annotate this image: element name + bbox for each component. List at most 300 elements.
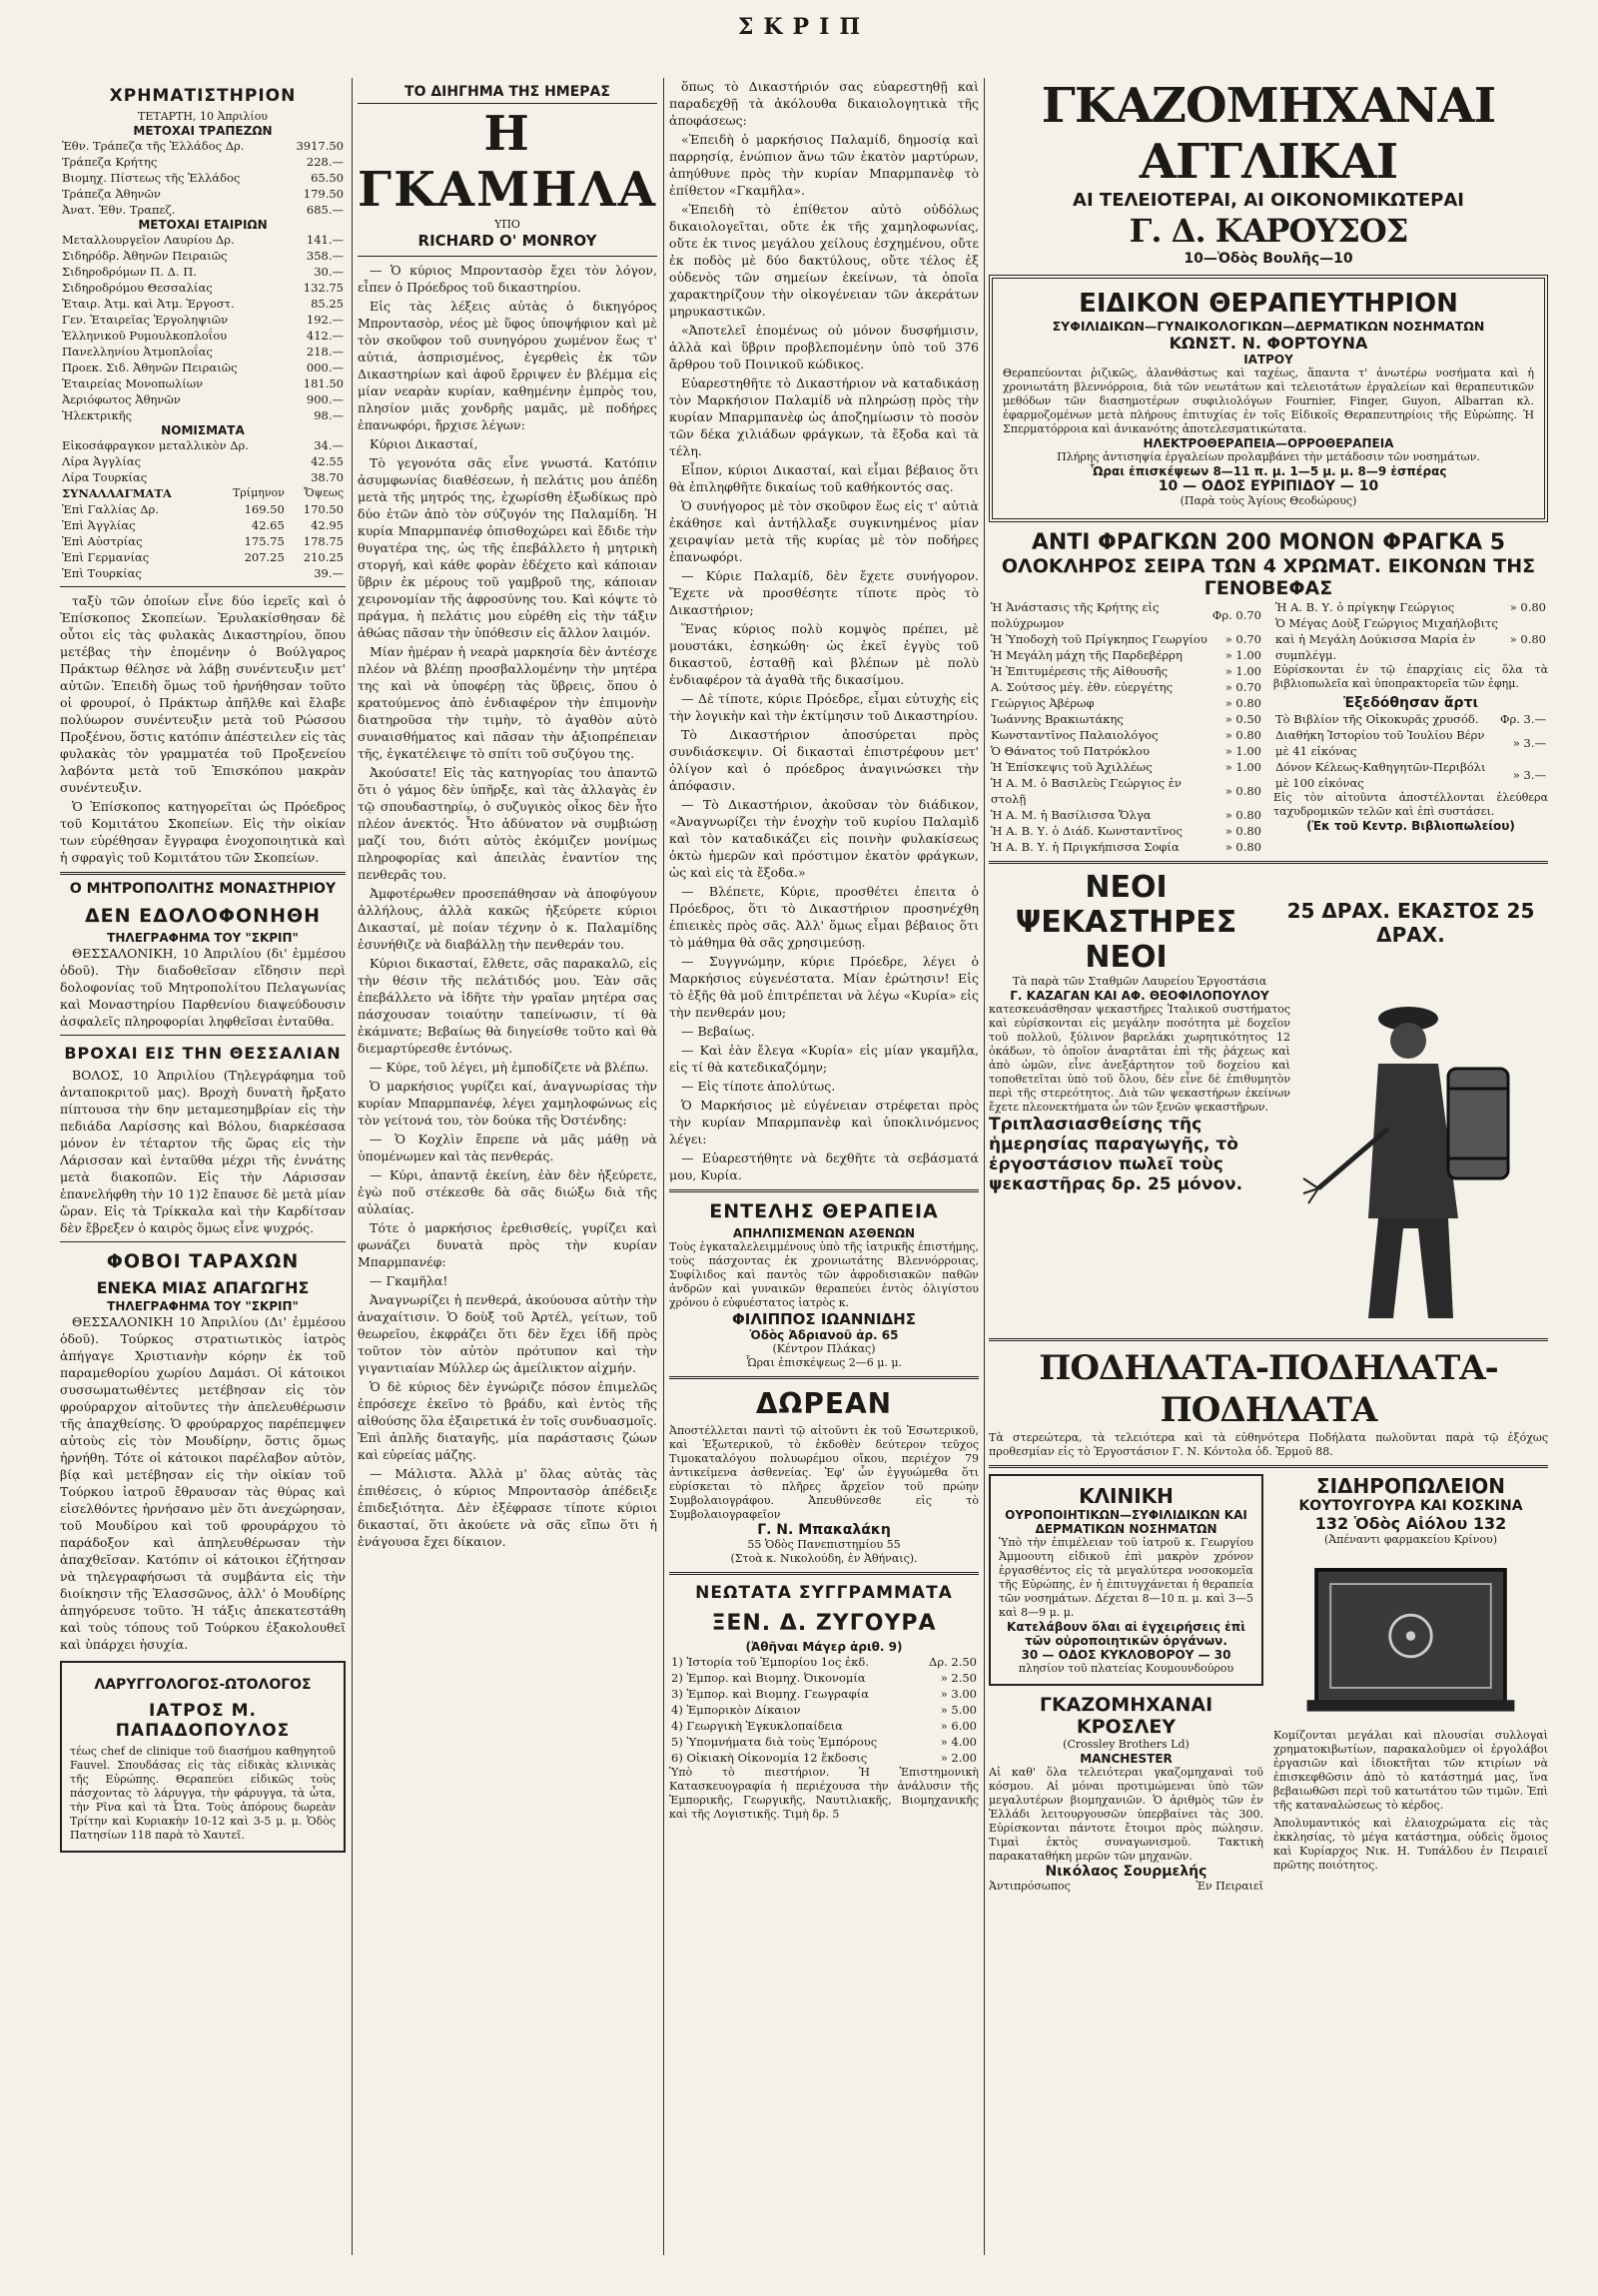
section-title: ΤΟ ΔΙΗΓΗΜΑ ΤΗΣ ΗΜΕΡΑΣ [358,84,657,104]
row-value: 38.70 [311,470,344,484]
row-label: Ἑταιρ. Ἀτμ. καὶ Ἀτμ. Ἐργοστ. [62,297,235,311]
ad-text: Τὰ στερεώτερα, τὰ τελειότερα καὶ τὰ εὐθηνότερα Ποδήλατα πωλοῦνται παρὰ τῷ ἐξόχως προθεσμίαν εἰς τὸ Ἐργοστάσιον Γ. Ν. Κόντολα ὁδ. Ἐρμοῦ 88. [989,1431,1548,1458]
row-value: 169.50 [244,502,285,516]
ad-subtitle: ΟΥΡΟΠΟΙΗΤΙΚΩΝ—ΣΥΦΙΛΙΔΙΚΩΝ ΚΑΙ ΔΕΡΜΑΤΙΚΩΝ ΝΟΣΗΜΑΤΩΝ [1005,1508,1247,1536]
table-row [989,599,1263,631]
row-label: Γεν. Ἑταιρεῖας Ἐργοληψιῶν [62,313,229,327]
ad-text: Ὑπὸ τὴν ἐπιμέλειαν τοῦ ἰατροῦ κ. Γεωργίου Ἀμμοουτη εἰδικοῦ ἐπὶ μακρὸν χρόνον ἐργασθέντος εἰς τὰ μεγαλύτερα νοσοκομεῖα τῆς Εὐρώπης, ἐν ἡ ἐπιτυγχάνεται ἡ θεραπεία τῶν νοσημάτων. Δέχεται 8—10 π. μ. καὶ 3—5 καὶ 8—9 μ. μ. [999,1536,1253,1619]
row-label: Ἡ Ἀνάστασις τῆς Κρήτης εἰς πολύχρωμον [991,600,1160,630]
fx-table [60,485,346,581]
paragraph: — Κύριε Παλαμίδ, δὲν ἔχετε συνήγορον. Ἔχετε νὰ προσθέσητε τίποτε πρὸς τὸ Δικαστήριον; [669,568,979,617]
row-value: Φρ. 0.70 [1211,608,1261,622]
row-label: Τράπεζα Κρήτης [62,155,158,169]
row-label: Ἰωάννης Βρακιωτάκης [991,712,1124,726]
headline: ΔΕΝ ΕΔΟΛΟΦΟΝΗΘΗ [84,905,322,927]
row-value: » 2.50 [940,1671,977,1685]
row-value: 900.— [306,392,344,406]
clinic-ad [989,275,1548,522]
ad-place: Ἐν Πειραιεῖ [1196,1880,1263,1893]
row-value: » 1.00 [1224,648,1261,662]
column-rule [663,78,664,2255]
table-row [989,663,1263,679]
row-value: 178.75 [303,534,344,548]
row-value: » 1.00 [1224,744,1261,758]
paragraph: Ὁ Μαρκήσιος μὲ εὐγένειαν στρέφεται πρὸς τὴν κυρίαν Μπαρμπανὲφ καὶ ὑποκλινόμενος λέγει: [669,1098,979,1147]
table-row [669,1734,979,1750]
row-value: 218.— [306,345,344,359]
story-by: ΥΠΟ [494,218,520,231]
row-value: » 0.80 [1509,600,1546,614]
ad-title: ΑΝΤΙ ΦΡΑΓΚΩΝ 200 ΜΟΝΟΝ ΦΡΑΓΚΑ 5 [1031,530,1506,555]
table-row [60,344,346,360]
paragraph: — Ὁ Κοχλὶν ἔπρεπε νὰ μᾶς μάθῃ νὰ ὑπομένωμεν καὶ τὰς πενθεράς. [358,1132,657,1163]
paragraph: — Γκαμῆλα! [370,1273,448,1288]
newspaper-page [60,14,1548,2255]
paragraph: Κύριοι δικασταί, ἔλθετε, σᾶς παρακαλῶ, εἰς τὴν θέσιν τῆς πελάτιδός μου. Ἐὰν σᾶς ἐπεβάλλετο νὰ ἰδῆτε τὴν γραῖαν μητέρα σας πάσχουσαν τοιαύτην ταπείνωσιν, τί θὰ ἐκάμνατε; Βεβαίως θὰ διηγείσθε τοῦτο καὶ θὰ διεμαρτύρεσθε ἐντόνως. [358,956,657,1056]
row-value: » 3.— [1512,736,1546,750]
ad-address: 30 — ΟΔΟΣ ΚΥΚΛΟΒΟΡΟΥ — 30 [1021,1648,1231,1662]
paragraph: Μίαν ἡμέραν ἡ νεαρὰ μαρκησία δὲν ἀντέσχε πλέον νὰ βλέπῃ προσβαλλομένην τὴν μητέρα της καὶ νὰ ὑποφέρῃ τὰς ὕβρεις, ὅπου ὁ κρατούμενος ἀπὸ ἐνδιαφέρον τὴν ἐπιμονὴν διατηροῦσα τὴν τιμὴν, τὸ ἀγαθὸν αὐτὸ συναισθήματος καὶ πᾶσαν τὴν ἀξιοπρέπειαν τῆς, ἐγκατέλειψε τὸ σπίτι τοῦ συζύγου της. [358,644,657,761]
clinic-ad [989,1474,1263,1686]
ad-hours: Ὧραι ἐπισκέψεων 8—11 π. μ. 1—5 μ. μ. 8—9 ἑσπέρας [1090,464,1447,478]
table-row [60,391,346,407]
row-label: Ἡ Α. Μ. ὁ Βασιλεὺς Γεώργιος ἐν στολῇ [991,776,1182,806]
table-row [1273,759,1548,791]
table-row [669,1670,979,1686]
row-value: » 2.00 [940,1751,977,1765]
row-label: Ἡ Ὑποδοχὴ τοῦ Πρίγκηπος Γεωργίου [991,632,1207,646]
ad-name: Νικόλαος Σουρμελής [1045,1864,1207,1880]
paragraph: Κύριοι Δικασταί, [370,436,478,451]
fx-header: Ὄψεως [304,486,344,499]
paragraph: Ἀμφοτέρωθεν προσεπάθησαν νὰ ἀποφύγουν ἀλλήλους, ἀλλὰ κακῶς ἠξεύρετε κύριοι Δικασταί, μὲ ποίαν τέχνην ὁ κ. Παλαμίδης ἐσυνήθιζε νὰ διαβάλλῃ τὴν πενθεράν του. [358,886,657,952]
row-value: 39.— [314,566,344,580]
paragraph: — Τὸ Δικαστήριον, ἀκοῦσαν τὸν διάδικον, «Ἀναγνωρίζει τὴν ἐνοχὴν τοῦ κυρίου Παλαμὶδ καὶ τὸν καταδικάζει εἰς ποινὴν φυλακίσεως ὀκτὼ ἡμερῶν καὶ πρόστιμον ἑκατὸν φράγκων, ὡς καὶ εἰς τὰ ἔξοδα.» [669,797,979,880]
ad-title: ΛΑΡΥΓΓΟΛΟΓΟΣ-ΩΤΟΛΟΓΟΣ [94,1677,312,1693]
row-label: Σιδηρόδρ. Ἀθηνῶν Πειραιῶς [62,249,228,263]
row-label: Λίρα Τουρκίας [62,470,148,484]
row-value: 210.25 [303,550,344,564]
table-row [60,170,346,186]
ad-subtitle: ΟΛΟΚΛΗΡΟΣ ΣΕΙΡΑ ΤΩΝ 4 ΧΡΩΜΑΤ. ΕΙΚΟΝΩΝ ΤΗΣ ΓΕΝΟΒΕΦΑΣ [1001,555,1536,599]
row-label: Κωνσταντῖνος Παλαιολόγος [991,728,1159,742]
table-row [60,280,346,296]
ad-subtitle: (Crossley Brothers Ld) [1063,1738,1190,1751]
row-value: » 1.00 [1224,664,1261,678]
row-label: Τὸ Βιβλίον τῆς Οἰκοκυρᾶς χρυσόδ. [1275,712,1479,726]
paragraph: — Ὁ κύριος Μπροντασὸρ ἔχει τὸν λόγον, εἶπεν ὁ Πρόεδρος τοῦ δικαστηρίου. [358,263,657,295]
banks-table [60,138,346,218]
row-label: Ἡ Α. Β. Υ. ὁ πρίγκηψ Γεώργιος [1275,600,1455,614]
row-value: » 0.80 [1224,840,1261,854]
row-label: Ἡ Α. Μ. ἡ Βασίλισσα Ὄλγα [991,808,1152,822]
row-label: Ἐπὶ Γαλλίας Δρ. [62,502,159,516]
row-label: Ἐπὶ Γερμανίας [62,550,150,564]
ad-city: MANCHESTER [1080,1752,1173,1766]
row-label: Βιομηχ. Πίστεως τῆς Ἑλλάδος [62,171,241,185]
table-row [989,695,1263,711]
ad-name: ΚΩΝΣΤ. Ν. ΦΟΡΤΟΥΝΑ [1169,334,1368,353]
table-row [1273,599,1548,615]
coins-table [60,437,346,485]
row-value: » 4.00 [940,1735,977,1749]
row-value: 170.50 [303,502,344,516]
row-value: » 3.— [1512,768,1546,782]
ad-text: Ἀποστέλλεται παντὶ τῷ αἰτοῦντι ἐκ τοῦ Ἐσωτερικοῦ, καὶ Ἐξωτερικοῦ, τὸ ἐκδοθὲν δεύτερον τεῦχος Τιμοκαταλόγου πολυωρέμου οἴκου, περιέχον 79 ἀντικείμενα ἀσθενείας. Ἐφ' ὧν ἐγγυώμεθα ὅτι εὑρίσκεται τὸ πλῆρες ἄρχεῖον τοῦ πρώην Συμβολαιογράφου. Ἀπευθύνεσθε εἰς τὸ Συμβολαιογραφεῖον [669,1424,979,1521]
table-row [989,679,1263,695]
row-value: 358.— [306,249,344,263]
ad-text: Τοὺς ἐγκαταλελειμμένους ὑπὸ τῆς ἰατρικῆς ἐπιστήμης, τοὺς πάσχοντας ἐκ χρονιωτάτης Βλεννόρροιας, Συφίλιδος καὶ παντὸς τῶν ἀφροδισιακῶν παθῶν ἀνδρῶν καὶ γυναικῶν θεραπεύει ἐντὸς ὀλιγίστου χρόνου ὁ εὐφυέστατος ἰατρὸς κ. [669,1240,979,1309]
picture-list [1273,599,1548,663]
table-row [60,565,346,581]
paragraph: Τὸ γεγονότα σᾶς εἶνε γνωστά. Κατόπιν ἀσυμφωνίας διαθέσεων, ἡ πελάτις μου ἀπέδη μετὰ τῆς μητρός της, ἐχωρίσθη ἐξωδίκως πρὸ δύο ἐτῶν ἀπὸ τὸν σύζυγόν της Παλαμίδη. Ἡ κυρία Μπαρμπανέφ ὀπισθοχώρει καὶ ἔδιδε τὴν θυγατέρα της, ὡς τῆς ἐπεβάλλετο ἡ μητρικὴ στοργή, καὶ κάθε φορὰν ἐδέχετο καὶ κάποιαν ὕβριν ἐκ μέρους τοῦ γαμβροῦ της, κάποιαν χειρονομίαν τῆς ἀφροσύνης του. Καὶ κόψτε τὸ πράγμα, ἡ πελάτις μου εὑρέθη εἰς τὴν τάξιν ἀθώας πᾶσαν τὴν ὑπόθεσιν εἰς ἄλλον λαιμόν. [358,455,657,640]
headline: ΦΟΒΟΙ ΤΑΡΑΧΩΝ [106,1250,300,1272]
ad-text: κατεσκευάσθησαν ψεκαστῆρες Ἰταλικοῦ συστήματος καὶ εὑρίσκονται εἰς μεγάλην ποσότητα μὲ δοχεῖον τοῦ πολλοῦ, ξύλινον βαρελάκι χωρητικότητος 12 ὀκάδων, τὸ ὁποῖον ἀναρτᾶται ἐπὶ τῆς ῥάχεως καὶ ἀπὸ ὠμῶν, εἶνε ἀνεξάρτητον τοῦ δοχείου καὶ τοποθετεῖται ὑπὸ τοῦ ὅλου, δὲν εἶνε δὲ ἐπιθυμητὸν περὶ τῆς στερεότητος. Διὰ τῶν ψεκαστήρων ἐκείνων ἔχετε πλεονεκτήματα ὧν τῶν ξενῶν ψεκαστῆρων. [989,1003,1290,1114]
ad-name: ΞΕΝ. Δ. ΖΥΓΟΥΡΑ [711,1611,937,1636]
row-label: Λίρα Ἀγγλίας [62,454,142,468]
column-4 [989,78,1548,2255]
table-row [989,727,1263,743]
table-row [669,1654,979,1670]
row-value: » 0.80 [1224,784,1261,798]
ad-subtitle: ΑΠΗΛΠΙΣΜΕΝΩΝ ΑΣΘΕΝΩΝ [732,1226,916,1240]
row-value: 85.25 [311,297,344,311]
ad-hours: Ὧραι ἐπισκέψεως 2—6 μ. μ. [745,1356,903,1369]
row-value: 412.— [306,329,344,343]
table-row [60,517,346,533]
table-row [60,264,346,280]
ad-name: ΙΑΤΡΟΣ Μ. ΠΑΠΑΔΟΠΟΥΛΟΣ [115,1701,291,1741]
ad-source: (Ἐκ τοῦ Κεντρ. Βιβλιοπωλείου) [1306,819,1515,833]
banks-title: ΜΕΤΟΧΑΙ ΤΡΑΠΕΖΩΝ [133,124,273,138]
table-row [669,1702,979,1718]
ad-title: ΓΚΑΖΟΜΗΧΑΝΑΙ ΑΓΓΛΙΚΑΙ [1041,78,1496,190]
row-value: 3917.50 [296,139,344,153]
table-row [60,312,346,328]
row-value: » 3.00 [940,1687,977,1701]
paragraph: Εὐαρεστηθῆτε τὸ Δικαστήριον νὰ καταδικάσῃ τὸν Μαρκήσιον Παλαμίδ νὰ πληρώσῃ πρὸς τὴν κυρίαν Μπαρμπανὲφ ὡς ἀποζημίωσιν τὸ ποσὸν τῶν δέκα χιλιάδων φράγκων, τὰ ἔξοδα καὶ τὰ τέλη. [669,376,979,458]
row-value: 207.25 [244,550,285,564]
ad-text: Ἀπολυμαντικός καὶ ἐλαιοχρώματα εἰς τὰς ἐκκλησίας, τὸ μέγα κατάστημα, οὐδεὶς ὅμοιος καὶ Κυρίαρχος Νικ. Η. Τυπάλδου ἐν Πειραιεῖ πρῶτης ποιότητος. [1273,1817,1548,1872]
row-label: Ἡ Ἐπιτυμέρεσις τῆς Αἰθουσῆς [991,664,1169,678]
ad-title: ΠΟΔΗΛΑΤΑ-ΠΟΔΗΛΑΤΑ-ΠΟΔΗΛΑΤΑ [1039,1348,1498,1430]
row-label: Ὁ Θάνατος τοῦ Πατρόκλου [991,744,1151,758]
table-row [989,647,1263,663]
ad-subtitle: ΣΥΦΙΛΙΔΙΚΩΝ—ΓΥΝΑΙΚΟΛΟΓΙΚΩΝ—ΔΕΡΜΑΤΙΚΩΝ ΝΟΣΗΜΑΤΩΝ [1052,319,1485,334]
ad-address: (Κέντρον Πλάκας) [772,1342,876,1355]
row-label: Ὁ Μέγας Δοὺξ Γεώργιος Μιχαήλοβιτς καὶ ἡ Μεγάλη Δούκισσα Μαρία ἐν συμπλέγμ. [1275,616,1498,662]
ad-subtitle: ΚΟΥΤΟΥΓΟΥΡΑ ΚΑΙ ΚΟΣΚΙΝΑ [1298,1498,1523,1514]
ad-subtitle: ΑΙ ΤΕΛΕΙΟΤΕΡΑΙ, ΑΙ ΟΙΚΟΝΟΜΙΚΩΤΕΡΑΙ [1073,190,1464,211]
paragraph: — Κύρι, ἀπαντᾷ ἐκείνη, ἐὰν δὲν ἠξεύρετε, ἐγὼ ποῦ στέκεσθε δὰ σᾶς διώξω διὰ τῆς αὐλαίας. [358,1167,657,1216]
ad-text: Εἰς τὸν αἰτοῦντα ἀποστέλλονται ἐλεύθερα ταχυδρομικῶν τελῶν καὶ ἐπὶ συστάσει. [1273,791,1548,818]
row-value: 685.— [306,203,344,217]
table-row [1273,615,1548,663]
column-3 [669,78,979,2255]
row-value: » 0.50 [1224,712,1261,726]
paragraph: — Δὲ τίποτε, κύριε Πρόεδρε, εἶμαι εὐτυχὴς εἰς τὴν λογικὴν καὶ τὴν ἐκτίμησιν τοῦ Δικαστηρίου. [669,691,979,723]
table-row [669,1750,979,1766]
ad-address: 55 Ὁδὸς Πανεπιστημίου 55 [747,1538,901,1551]
article-text [60,1313,346,1653]
table-row [60,328,346,344]
row-value: Δρ. 2.50 [929,1655,977,1669]
paragraph: Τότε ὁ μαρκήσιος ἐρεθισθείς, γυρίζει καὶ φωνάζει δυνατὰ πρὸς τὴν κυρίαν Μπαρμπανέφ: [358,1220,657,1269]
ad-line: ΗΛΕΚΤΡΟΘΕΡΑΠΕΙΑ—ΟΡΡΟΘΕΡΑΠΕΙΑ [1143,436,1394,450]
headline: ΒΡΟΧΑΙ ΕΙΣ ΤΗΝ ΘΕΣΣΑΛΙΑΝ [64,1044,342,1063]
paragraph: — Βεβαίως. [681,1024,755,1039]
row-label: Σιδηροδρόμων Π. Δ. Π. [62,265,197,279]
ad-role: ΙΑΤΡΟΥ [1243,353,1293,367]
table-row [989,711,1263,727]
row-value: » 0.80 [1224,824,1261,838]
table-row [60,549,346,565]
paragraph: Ἕνας κύριος πολὺ κομψὸς πρέπει, μὲ μουστάκι, ἐσηκώθη· ὡς ἐκεῖ ἐγγὺς τοῦ δικαστοῦ, ἐσταθῇ καὶ βλέπων μὲ πολὺ ἐνδιαφέρον τὰ ἀγαθὰ τῆς δικασίμου. [669,621,979,687]
bourse-title: ΧΡΗΜΑΤΙΣΤΗΡΙΟΝ [109,86,297,106]
paragraph: — Συγγνώμην, κύριε Πρόεδρε, λέγει ὁ Μαρκήσιος εὐγενέστατα. Μίαν ἐρώτησιν! Εἰς τὸ ἑξῆς θὰ μοῦ ἐπιτρέπεται νὰ λέγω «Κυρία» εἰς τὴν πενθεράν μου; [669,954,979,1020]
article-text [60,945,346,1030]
column-rule [352,78,353,2255]
ad-name: ΦΙΛΙΠΠΟΣ ΙΩΑΝΝΙΔΗΣ [732,1310,916,1328]
table-row [60,533,346,549]
paragraph: — Βλέπετε, Κύριε, προσθέτει ἐπειτα ὁ Πρόεδρος, ὅτι τὸ Δικαστήριον προσηνέχθη ἐπιεικὲς πρὸς σᾶς. Ἀλλ' ὅμως εἶμαι βέβαιος ὅτι τὸ μάθημα θὰ σᾶς χρησιμεύσῃ. [669,884,979,950]
paragraph: Ἀκούσατε! Εἰς τὰς κατηγορίας του ἀπαντῶ ὅτι ὁ γάμος δὲν ὑπῆρξε, καὶ τὰς ἀλλαγὰς ἐν τῷ σπουδαστηρίῳ, ὁ συζυγικὸς οἶκος δὲν ἦτο πλέον ἀνεκτός. Ἦτο ἀδύνατον νὰ συμβιώσῃ μαζί του, διότι αὐτὸς ἐκόμιζεν μονίμως πληροφορίας καὶ ἀπειλὰς ἐναντίον της πενθερᾶς του. [358,765,657,882]
row-label: Εἰκοσάφραγκον μεταλλικὸν Δρ. [62,438,249,452]
companies-title: ΜΕΤΟΧΑΙ ΕΤΑΙΡΙΩΝ [138,218,268,232]
table-row [989,807,1263,823]
row-value: » 0.80 [1224,808,1261,822]
article-text [60,592,346,866]
paragraph: «Ἐπειδὴ τὸ ἐπίθετον αὐτὸ οὐδόλως δικαιολογεῖται, οὔτε ἐκ τῆς χαμηλοφωνίας, οὔτε ἐκ τινος μεγάλου χείλους ἐσχημένου, οὔτε ἐκ ποδὸς μὲ δύο δακτύλους, οὔτε τέλος ἐξ οὐδενὸς τῶν σημείων ἐκείνων, τὰ ὁποῖα χαρακτηρίζουν τὴν οἰκογένειαν τῶν ἀκεράτων μηρυκαστικῶν. [669,202,979,319]
row-label: Ἡ Ἐπίσκεψις τοῦ Ἀχιλλέως [991,760,1153,774]
masthead: ΣΚΡΙΠ [737,14,871,40]
paragraph: Ἀναγνωρίζει ἡ πενθερά, ἀκούουσα αὐτὴν τὴν ἀναχαίτισιν. Ὁ δοὺξ τοῦ Ἀρτέλ, γείτων, τοῦ θεωρεῖου, ἐκφράζει ὅτι δὲν ἔχει ἰδῆ πρὸς τοῦτον τὸν αὐτὸν πρότυπον καὶ τὴν γιγαντιαίαν Μύλλερ ὡς ἀμείλικτον αἰχμήν. [358,1292,657,1375]
row-label: Ἐπὶ Ἀγγλίας [62,518,136,532]
table-row [989,823,1263,839]
table-row [60,376,346,391]
ad-text: Εὑρίσκονται ἐν τῷ ἐπαρχίαις εἰς ὅλα τὰ βιβλιοπωλεῖα καὶ ὑποπρακτορεῖα τῶν ἐφημ. [1273,663,1548,690]
table-row [60,453,346,469]
ad-line: Πλήρης ἀντισηψία ἐργαλείων προλαμβάνει τὴν μετάδοσιν τῶν νοσημάτων. [1057,450,1480,463]
story-author: RICHARD O' MONROY [417,232,597,250]
ad-address: (Ἀπέναντι φαρμακείου Κρίνου) [1323,1533,1497,1546]
fx-header: Τρίμηνον [232,486,285,499]
row-value: 192.— [306,313,344,327]
ad-title: ΔΩΡΕΑΝ [755,1387,893,1420]
ad-line: Κατελάβουν ὅλαι αἱ ἐγχειρήσεις ἐπὶ τῶν οὐροποιητικῶν ὀργάνων. [1007,1620,1245,1648]
row-value: » 0.70 [1224,632,1261,646]
article-text [60,1067,346,1236]
subhead: ΤΗΛΕΓΡΑΦΗΜΑ ΤΟΥ "ΣΚΡΙΠ" [107,1299,299,1313]
row-label: Ἐθν. Τράπεζα τῆς Ἑλλάδος Δρ. [62,139,245,153]
row-value: » 5.00 [940,1703,977,1717]
paragraph: Ὁ δὲ κύριος δὲν ἐγνώριζε πόσον ἐπιμελῶς ἐπρόσεχε ἐκεῖνο τὸ βράδυ, καὶ ἐντὸς τῆς αἰθούσης ὅλα ἐξαιρετικά ἐν τοῖς συνδυασμοῖς. Ἐπὶ ἀπλῆς διαταγῆς, μία παράστασις ζώων καὶ εὐρείας μάζης. [358,1379,657,1462]
row-value: 141.— [306,233,344,247]
paragraph: ΒΟΛΟΣ, 10 Ἀπριλίου (Τηλεγράφημα τοῦ ἀνταποκριτοῦ μας). Βροχὴ δυνατὴ ἤρξατο πίπτουσα τὴν 6ην μεταμεσημβρίαν εἰς τὴν πεδιάδα Λαρίσσης καὶ Βόλου, διαρκέσασα μόνον ἐν τέταρτον τῆς ὥρας εἰς τὴν Λάρισσαν καὶ ἐνταῦθα μέχρι τῆς ἐννάτης μετὰ διακοπῶν. Εἰς τὴν Λάρισσαν ἐπανελήφθη τὴν 10 1)2 ἔπαυσε δὲ μετὰ μίαν ὥραν. Εἰς τὰ Τρίκκαλα καὶ τὴν Καρδίτσαν δὲν ἔβρεξεν ὁ καιρὸς ὅμως εἶνε ψυχρός. [60,1068,346,1235]
row-value: » 0.80 [1224,728,1261,742]
headline: ΕΝΕΚΑ ΜΙΑΣ ΑΠΑΓΩΓΗΣ [96,1278,310,1297]
table-row [60,469,346,485]
table-row [989,759,1263,775]
row-label: 3) Ἐμπορ. καὶ Βιομηχ. Γεωγραφία [671,1687,869,1701]
fx-title: ΣΥΝΑΛΛΑΓΜΑΤΑ [62,486,172,500]
table-row [989,631,1263,647]
row-label: 5) Ὑπομνήματα διὰ τοὺς Ἐμπόρους [671,1735,878,1749]
paragraph: — Κύρε, τοῦ λέγει, μὴ ἐμποδίζετε νὰ βλέπω. [370,1060,649,1075]
paragraph: Ὁ συνήγορος μὲ τὸν σκοῦφον ἕως εἰς τ' αὐτιὰ ἐκάθησε καὶ ἀντήλλαξε συγκινημένος μίαν χειραψίαν μετὰ τῆς κυρίας μὲ τὸν ποδήρες ἐπανωφόρι. [669,498,979,564]
paragraph: — Εὐαρεστήθητε νὰ δεχθῆτε τὰ σεβάσματά μου, Κυρία. [669,1150,979,1182]
row-value: » 0.80 [1224,696,1261,710]
row-value: 179.50 [303,187,344,201]
row-value: » 6.00 [940,1719,977,1733]
row-value: 228.— [306,155,344,169]
ad-title: ΝΕΟΙ ΨΕΚΑΣΤΗΡΕΣ ΝΕΟΙ [1015,870,1237,975]
ad-text: Αἱ καθ' ὅλα τελειότεραι γκαζομηχαναὶ τοῦ κόσμου. Αἱ μόναι προτιμώμεναι ὑπὸ τῶν μεγαλυτέρων βιομηχανιῶν. Ὁ ἀριθμὸς τῶν ἐν Ἑλλάδι λειτουργουσῶν ὑπερβαίνει τὰς 300. Εὑρίσκονται πάντοτε ἔτοιμοι πρὸς πώλησιν. Τιμαὶ ἐκτὸς συναγωνισμοῦ. Τακτικὴ παρακαταθήκη μερῶν τῶν μηχανῶν. [989,1766,1263,1863]
row-label: 2) Ἐμπορ. καὶ Βιομηχ. Ὀικονομία [671,1671,866,1685]
column-2 [358,78,657,2255]
ad-address: (Παρὰ τοὺς Ἁγίους Θεοδώρους) [1180,494,1357,507]
row-value: 30.— [314,265,344,279]
row-label: 4) Ἐμπορικὸν Δίκαιον [671,1703,801,1717]
subhead: ΤΗΛΕΓΡΑΦΗΜΑ ΤΟΥ "ΣΚΡΙΠ" [107,931,299,945]
row-value: 42.55 [311,454,344,468]
paragraph: — Καὶ ἐὰν ἔλεγα «Κυρία» εἰς μίαν γκαμῆλα, εἰς τί θὰ κατεδικαζόμην; [669,1043,979,1075]
ad-name: Γ. ΚΑΖΑΓΑΝ ΚΑΙ ΑΦ. ΘΕΟΦΙΛΟΠΟΥΛΟΥ [1010,989,1269,1003]
table-row [60,437,346,453]
row-value: » 0.80 [1509,632,1546,646]
bourse-date: ΤΕΤΑΡΤΗ, 10 Ἀπριλίου [137,110,268,123]
ad-address: (Ἀθῆναι Μάγερ ἀριθ. 9) [745,1640,903,1654]
ad-address: 10 — ΟΔΟΣ ΕΥΡΙΠΙΔΟΥ — 10 [1158,478,1379,494]
ad-text: τέως chef de clinique τοῦ διασήμου καθηγητοῦ Fauvel. Σπουδάσας εἰς τὰς εἰδικὰς κλινικὰς τῆς Εὐρώπης. Θεραπεύει εἰδικῶς τοὺς πάσχοντας τὸ λάρυγγα, τὴν φάρυγγα, τὰ ὦτα, τὴν Ρῖνα καὶ τὰ Ὦτα. Τοὺς ἀπόρους δωρεὰν Τρίτην καὶ Κυριακὴν 10-12 καὶ 3-5 μ. μ. Ὁδὸς Πατησίων 118 παρὰ τὸ Χαυτεῖ. [70,1745,336,1842]
paragraph: Εἶπον, κύριοι Δικασταί, καὶ εἶμαι βέβαιος ὅτι θὰ ἐπιληφθῆτε δικαίως τοῦ καθήκοντός σας. [669,462,979,494]
paragraph: «Ἐπειδὴ ὁ μαρκήσιος Παλαμίδ, δημοσίᾳ καὶ παρρησίᾳ, ἐνώπιον ἄνω τῶν ἑκατὸν μαρτύρων, ἀπηύθυνε πρὸς τὴν κυρίαν Μπαρμπανὲφ τὸ ἐπίθετον «Γκαμῆλα». [669,132,979,198]
ad-role: Ἀντιπρόσωπος [989,1880,1071,1893]
paragraph: — Εἰς τίποτε ἀπολύτως. [681,1079,836,1094]
table-row [60,186,346,202]
ad-name: Γ. Ν. Μπακαλάκη [757,1522,891,1538]
ad-text: Θεραπεύονται ῥιζικῶς, ἀλανθάστως καὶ ταχέως, ἅπαντα τ' ἀνωτέρω νοσήματα καὶ ἡ χρονιωτάτη βλεννόρροια, διὰ τῶν νεωτάτων καὶ τελειοτάτων ἐργαλείων καὶ θεραπευτικῶν μεθόδων τῶν διασημοτέρων συφιλιολόγων Fournier, Finger, Guyon, Albarran κλ. ἐφαρμοζομένων μετὰ πλήρους ἐπιτυχίας ἐν τοῖς Εἰδικοῖς Θεραπευτηρίοις τῆς Εὐρώπης. Ἡ Σπερματόρροια καὶ ἀνικανότης ἀποτελεσματικώτατα. [1003,367,1534,435]
table-row [60,138,346,154]
table-row [60,407,346,423]
ad-text: Τριπλασιασθείσης τῆς ἡμερησίας παραγωγῆς, τὸ ἐργοστάσιον πωλεῖ τοὺς ψεκαστῆρας δρ. 25 μόνον. [989,1115,1243,1194]
table-row [60,202,346,218]
paragraph: ταξὺ τῶν ὁποίων εἶνε δύο ἱερεῖς καὶ ὁ Ἐπίσκοπος Σκοπείων. Ἐρυλακίσθησαν δὲ οὗτοι εἰς τὰς φυλακὰς Δικαστηρίου, ὅπου μετέβας τὴν ἑπομένην ὁ Βούλγαρος Πράκτωρ θέλησε νὰ λάβῃ συνέντευξιν μετ' αὐτῶν. Ἐπειδὴ ὅμως τοῦ ἠρνήθησαν τοῦτο οἱ φρουροί, ὁ Πράκτωρ ἀπῆλθε καὶ ἔλαβε πολύωρον συνέντευξιν μετὰ τοῦ Ρώσσου Προξένου, ὅστις κατόπιν ἀπέστειλεν εἰς τὰς φυλακὰς τὸν γραμματέα τοῦ Προξενείου λαβόντα μετὰ τοῦ Ἐπισκόπου μακρὰν συνέντευξιν. [60,593,346,795]
row-label: Ἡ Α. Β. Υ. ὁ Διάδ. Κωνσταντῖνος [991,824,1183,838]
ad-title: ΣΙΔΗΡΟΠΩΛΕΙΟΝ [1315,1474,1506,1498]
table-row [989,775,1263,807]
row-value [212,565,287,581]
row-label: Α. Σούτσος μέγ. ἐθν. εὐεργέτης [991,680,1174,694]
row-label: Ἐπὶ Αὐστρίας [62,534,143,548]
row-label: Διαθήκη Ἱστορίου τοῦ Ἰουλίου Βέρν μὲ 41 εἰκόνας [1275,728,1485,758]
paragraph: Εἰς τὰς λέξεις αὐτὰς ὁ δικηγόρος Μπροντασὸρ, νέος μὲ ὕφος ὑποψήφιον καὶ μὲ τὸν σκοῦφον τοῦ συνηγόρου χωμένον ἕως τ' αὐτιά, ἀσπρισμένος, ἐγερθεὶς ἐκ τῶν Δικαστηρίων καὶ ἀφοῦ ἔρριψεν ἐν βλέμμα εἰς μίαν νεαρὰν κυρίαν, καθημένην ἐμπρὸς του, πλησίον μιᾶς χονδρῆς μαμᾶς, μὲ ποδήρες ἐπανωφόρι, ἤρχισε λέγων: [358,299,657,432]
row-value: 132.75 [303,281,344,295]
row-label: Σιδηροδρόμου Θεσσαλίας [62,281,213,295]
ad-text: Ὑπὸ τὸ πιεστήριον. Ἡ Ἐπιστημονικὴ Κατασκευογραφία ἡ περιέχουσα τὴν ἀνάλυσιν τῆς Ἐμπορικῆς, Γεωργικῆς, Ναυτιλιακῆς, Βιομηχανικῆς καὶ τῆς Λογιστικῆς. Τιμὴ δρ. 5 [669,1766,979,1821]
row-label: 4) Γεωργικὴ Ἐγκυκλοπαίδεια [671,1719,843,1733]
ad-address: Ὁδὸς Ἀδριανοῦ ἀρ. 65 [749,1328,899,1342]
table-row [989,743,1263,759]
row-value: Φρ. 3.— [1500,712,1546,726]
table-row [60,501,346,517]
row-value: 65.50 [311,171,344,185]
row-label: Ἀεριόφωτος Ἀθηνῶν [62,392,181,406]
ad-title: ΝΕΩΤΑΤΑ ΣΥΓΓΡΑΜΜΑΤΑ [695,1583,953,1603]
row-label: 1) Ἱστορία τοῦ Ἐμπορίου 1ος ἐκδ. [671,1655,869,1669]
ad-title: ΕΙΔΙΚΟΝ ΘΕΡΑΠΕΥΤΗΡΙΟΝ [1079,289,1458,319]
row-label: Ἐπὶ Τουρκίας [62,566,142,580]
ad-text: Κομίζονται μεγάλαι καὶ πλουσίαι συλλογαὶ χρηματοκιβωτίων, παρακαλοῦμεν οἱ ἐργολάβοι ἐργασιῶν καὶ ἰδιοκτῆται τῶν κτιρίων νὰ ἐπισκεφθῶσιν ἀπὸ τὸ κατάστημά μας, ἵνα βεβαιωθῶσι περὶ τοῦ κατωτάτου τῶν τιμῶν. Ἐπὶ τῆς καταναλώσεως τὸ κέρδος. [1273,1729,1548,1812]
column-1 [60,78,346,2255]
table-row [60,154,346,170]
ad-title: ΚΛΙΝΙΚΗ [1079,1484,1174,1508]
row-value: 42.95 [311,518,344,532]
row-value: 181.50 [303,377,344,390]
row-label: Ἑταιρείας Μονοπωλίων [62,377,204,390]
row-value: » 1.00 [1224,760,1261,774]
row-label: Πανελληνίου Ἀτμοπλοΐας [62,345,213,359]
book-list [669,1654,979,1766]
coins-title: ΝΟΜΙΣΜΑΤΑ [161,423,245,437]
table-row [60,248,346,264]
story-title: Η ΓΚΑΜΗΛΑ [358,106,657,218]
row-label: Τράπεζα Ἀθηνῶν [62,187,161,201]
row-label: Ἡ Μεγάλη μάχη τῆς Παρδεβέρρη [991,648,1183,662]
row-label: Ἀνατ. Ἐθν. Τραπεζ. [62,203,176,217]
ad-price: 25 ΔΡΑΧ. ΕΚΑΣΤΟΣ 25 ΔΡΑΧ. [1286,898,1535,947]
paragraph: Ὁ μαρκήσιος γυρίζει καί, ἀναγνωρίσας τὴν κυρίαν Μπαρμπανέφ, λέγει χαμηλοφώνως εἰς τὸν γείτονά του, τὸν δούκα τῆς Ὀστένδης: [358,1079,657,1128]
ad-address: 132 Ὁδὸς Αἰόλου 132 [1314,1514,1507,1533]
story-text [358,262,657,1550]
paragraph: — Μάλιστα. Ἀλλὰ μ' ὅλας αὐτὰς τὰς ἐπιθέσεις, ὁ κύριος Μπροντασὸρ ἀπέδειξε ἐπιδεξιότητα. Δὲν ἐξέφρασε τίποτε κύριοι δικασταί, ὅτι ἀκούετε νὰ σᾶς εἴπω ὅτι ἡ ἐνάγουσα ἔχει δίκαιον. [358,1466,657,1549]
safe-illustration [1273,1551,1548,1721]
table-row [1273,711,1548,727]
ad-title: ΕΝΤΕΛΗΣ ΘΕΡΑΠΕΙΑ [709,1200,939,1222]
paragraph: ΘΕΣΣΑΛΟΝΙΚΗ, 10 Ἀπριλίου (δι' ἐμμέσου ὁδοῦ). Τὴν διαδοθεῖσαν εἴδησιν περὶ δολοφονίας τοῦ Μητροπολίτου Πελαγωνίας καὶ Μοναστηρίου Παρθενίου διαψεύδουσιν ἀσφαλεῖς πληροφορίαι ληφθεῖσαι ἐνταῦθα. [60,946,346,1029]
paragraph: ὅπως τὸ Δικαστήριόν σας εὐαρεστηθῇ καὶ παραδεχθῇ τὰ ἀκόλουθα δικαιολογητικὰ τῆς ἀποφάσεως: [669,79,979,128]
ad-title: ΓΚΑΖΟΜΗΧΑΝΑΙ ΚΡΟΣΛΕΥ [1039,1694,1213,1738]
row-value: 175.75 [244,534,285,548]
row-label: Δόνον Κέλεως-Καθηγητῶν-Περιβόλι μὲ 100 εἰκόνας [1275,760,1486,790]
sprayer-man-illustration [1298,979,1548,1328]
table-row [669,1718,979,1734]
row-label: Ἠλεκτρικῆς [62,408,133,422]
headline: Ο ΜΗΤΡΟΠΟΛΙΤΗΣ ΜΟΝΑΣΤΗΡΙΟΥ [69,881,337,897]
story-continued [669,78,979,1183]
table-row [60,296,346,312]
row-label: Γεώργιος Ἀβέρωφ [991,696,1095,710]
ad-address: πλησίον τοῦ πλατείας Κουμουνδούρου [1018,1662,1234,1675]
table-row [60,360,346,376]
paragraph: ΘΕΣΣΑΛΟΝΙΚΗ 10 Ἀπριλίου (Δι' ἐμμέσου ὁδοῦ). Τούρκος στρατιωτικὸς ἰατρὸς ἀπήγαγε Χριστιανὴν κόρην ἐκ τοῦ παραμεθορίου χωρίου Δαμάσι. Οἱ κάτοικοι συσσωματωθέντες μετέβησαν εἰς τὸν φρούραρχον αἰτοῦντες τὴν ἀπελευθέρωσιν τῆς ἀπαχθείσης. Ὁ φρούραρχος παρέπεμψεν αὐτοὺς εἰς τὸν Μουδίρην, ὅστις ὅμως ἠρνήθη. Τότε οἱ κάτοικοι παρέλαβον αὐτὸν, βίᾳ καὶ μετέβησαν εἰς τὴν οἰκίαν τοῦ Τούρκου ἰατροῦ ἔθραυσαν τὰς θύρας καὶ εἰσελθόντες ἠρνήσανο μὲν ὅτι ἀνεχώρησαν, τοῦ Μουδίρου καὶ τοῦ φρουράρχου τὸ παράδοξον καὶ ἀπηλευθέρωσαν τὴν ἀπαχθεῖσαν. Κατόπιν οἱ κάτοικοι ἐζήτησαν νὰ τηλεγραφήσωσι τὰ συμβάντα εἰς τὴν διοίκησιν τῆς Ἑλασσῶνος, ἀλλ' ὁ Μουδίρης ἀπηγόρευσε τοῦτο. Ἡ τάξις ἀπεκατεστάθη καὶ τοὺς τόπους τοῦ Τούρκου ἐξακολουθεῖ καὶ ὑπάρχει ἡσυχία. [60,1314,346,1652]
row-value: 98.— [314,408,344,422]
doctor-ad [60,1661,346,1853]
row-label: 6) Οἰκιακὴ Οἰκονομία 12 ἔκδοσις [671,1751,868,1765]
ad-subtitle: Ἐξεδόθησαν ἄρτι [1343,695,1478,711]
row-value: 34.— [314,438,344,452]
column-rule [984,78,985,2255]
table-row [1273,727,1548,759]
row-label: Μεταλλουργεῖον Λαυρίου Δρ. [62,233,235,247]
companies-table [60,232,346,423]
ad-name: Γ. Δ. ΚΑΡΟΥΣΟΣ [1129,212,1408,250]
table-row [669,1686,979,1702]
row-value: 000.— [306,361,344,375]
row-value: » 0.70 [1224,680,1261,694]
row-label: Προεκ. Σιδ. Ἀθηνῶν Πειραιῶς [62,361,238,375]
ad-text: Τὰ παρὰ τῶν Σταθμῶν Λαυρείου Ἐργοστάσια [1012,975,1267,988]
